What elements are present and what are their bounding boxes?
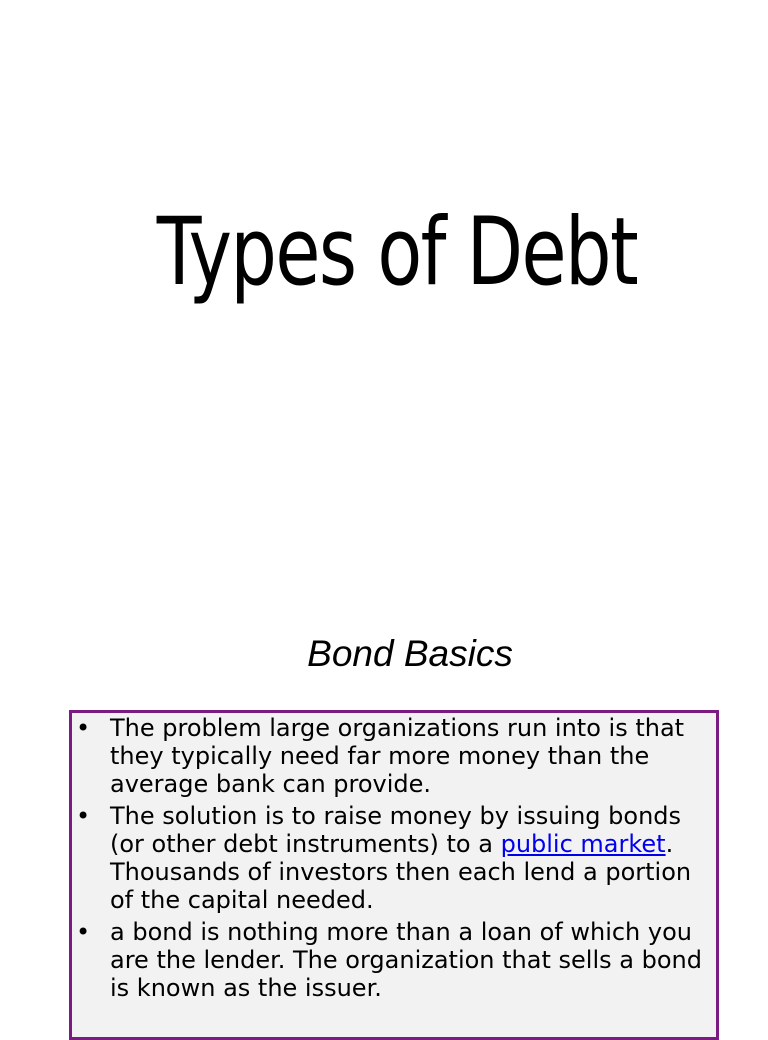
bullet-item bbox=[76, 714, 716, 798]
bullet-text: a bond is nothing more than a loan of which you are the lender. The organization that sells a bond is known as the issuer. bbox=[110, 918, 702, 1002]
bullet-text: . Thousands of investors then each lend a portion of the capital needed. bbox=[110, 830, 692, 914]
bullet-item bbox=[76, 918, 716, 1002]
bullet-marker: • bbox=[76, 802, 91, 830]
public-market-link[interactable]: public market bbox=[500, 830, 666, 858]
bullet-marker: • bbox=[76, 918, 91, 946]
bullet-list bbox=[76, 714, 716, 1006]
slide-title: Types of Debt bbox=[156, 198, 638, 307]
section-subtitle: Bond Basics bbox=[307, 633, 513, 674]
bullet-item bbox=[76, 802, 716, 914]
bullet-marker: • bbox=[76, 714, 91, 742]
bullet-text: The solution is to raise money by issuing bonds (or other debt instruments) to a bbox=[110, 802, 682, 858]
content-box bbox=[69, 710, 719, 1040]
bullet-text: The problem large organizations run into is that they typically need far more money than the average bank can provide. bbox=[110, 714, 685, 798]
